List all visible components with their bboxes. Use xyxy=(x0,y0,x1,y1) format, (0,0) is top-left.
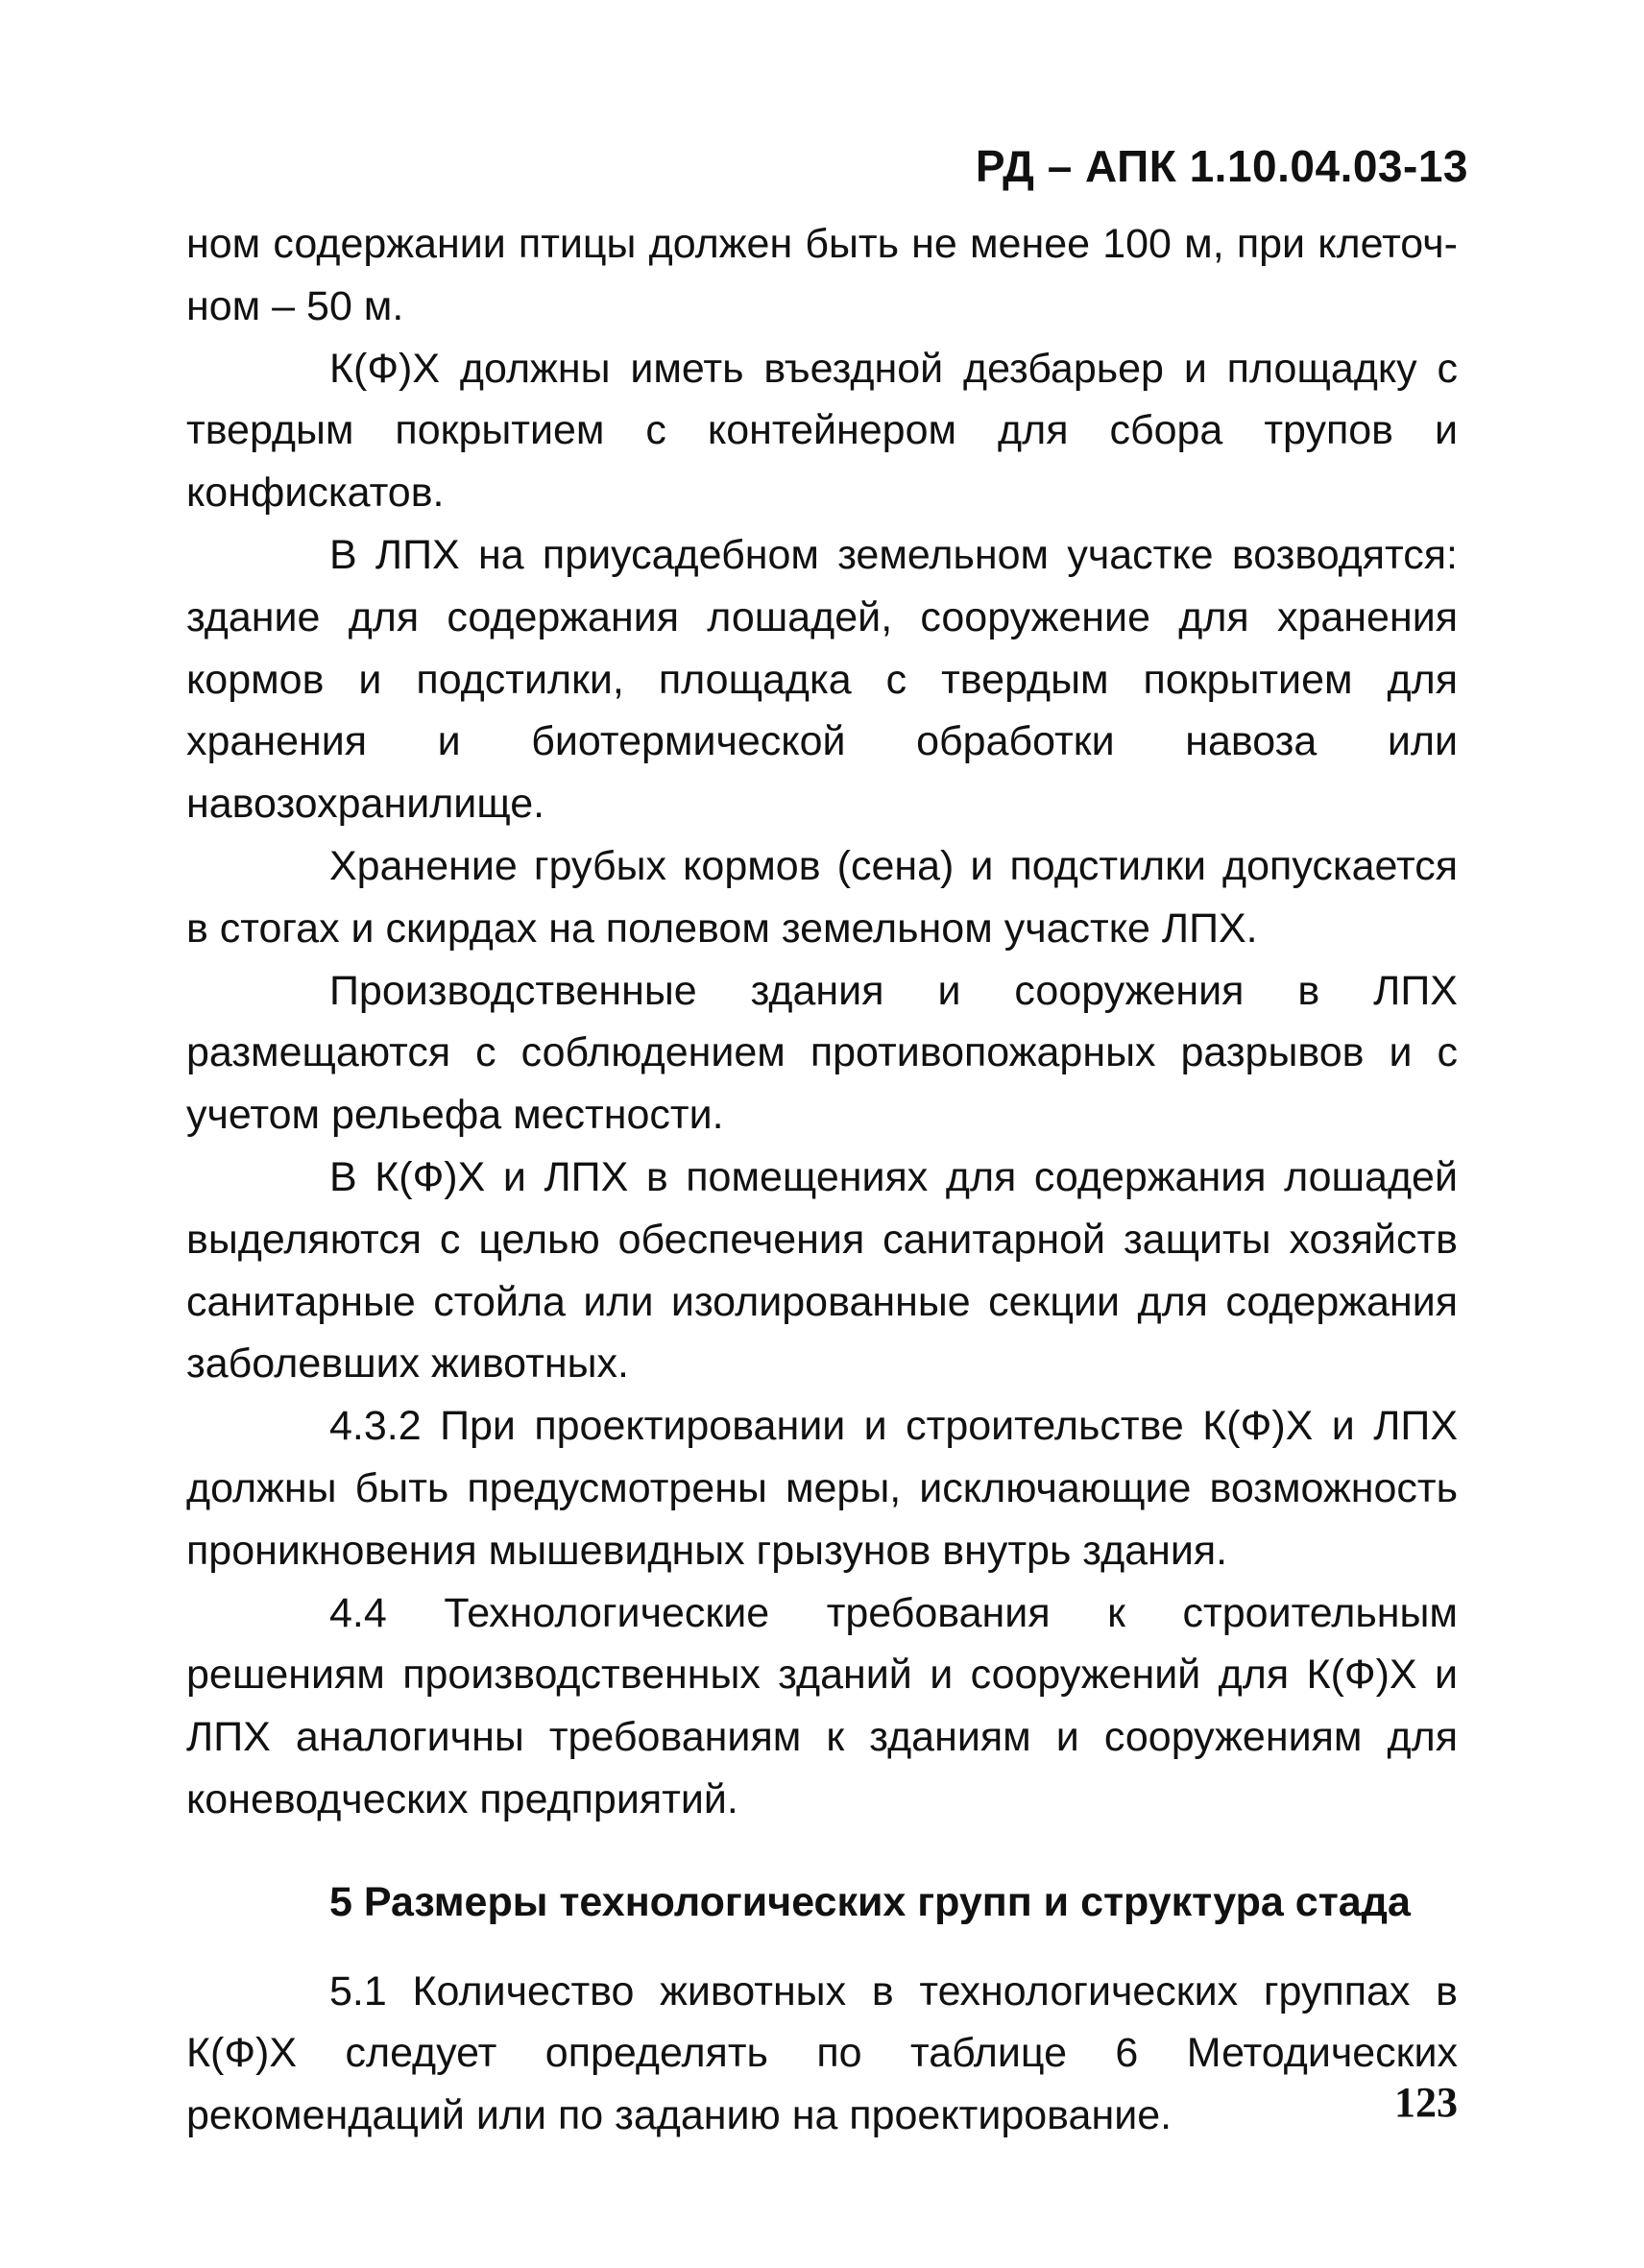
paragraph-4-4: 4.4 Технологические требования к строительным решениям производственных зданий и сооружений для К(Ф)Х и ЛПХ аналогичны требованиям к зданиям и сооружениям для коневодческих предприятий. xyxy=(186,1589,1458,1822)
paragraph-disbarrier: К(Ф)Х должны иметь въездной дезбарьер и площадку с твердым покрытием с контейнером для сбора трупов и конфискатов. xyxy=(186,345,1458,517)
paragraph-5-1: 5.1 Количество животных в технологических группах в К(Ф)Х следует определять по таблице 6 Методических рекомендаций или по заданию на проектирование. xyxy=(186,1967,1458,2139)
paragraph-continuation: ном содержании птицы должен быть не менее 100 м, при клеточном – 50 м. xyxy=(186,221,1458,329)
body-text xyxy=(186,213,1458,2147)
paragraph-4-3-2: 4.3.2 При проектировании и строительстве К(Ф)Х и ЛПХ должны быть предусмотрены меры, исключающие возможность проникновения мышевидных грызунов внутрь здания. xyxy=(186,1403,1458,1574)
document-code: РД – АПК 1.10.04.03-13 xyxy=(975,141,1468,191)
section-heading: 5 Размеры технологических групп и структура стада xyxy=(329,1878,1411,1925)
paragraph-fire-breaks: Производственные здания и сооружения в ЛПХ размещаются с соблюдением противопожарных разрывов и с учетом рельефа местности. xyxy=(186,967,1458,1139)
paragraph-forage-storage: Хранение грубых кормов (сена) и подстилки допускается в стогах и скирдах на полевом земельном участке ЛПХ. xyxy=(186,842,1458,952)
page-number: 123 xyxy=(1394,2079,1458,2126)
paragraph-lph-buildings: В ЛПХ на приусадебном земельном участке возводятся: здание для содержания лошадей, сооружение для хранения кормов и подстилки, площадка с твердым покрытием для хранения и биотермической обработки навоза или навозохранилище. xyxy=(186,531,1458,828)
paragraph-sanitary-stalls: В К(Ф)Х и ЛПХ в помещениях для содержания лошадей выделяются с целью обеспечения санитарной защиты хозяйств санитарные стойла или изолированные секции для содержания заболевших животных. xyxy=(186,1153,1458,1387)
